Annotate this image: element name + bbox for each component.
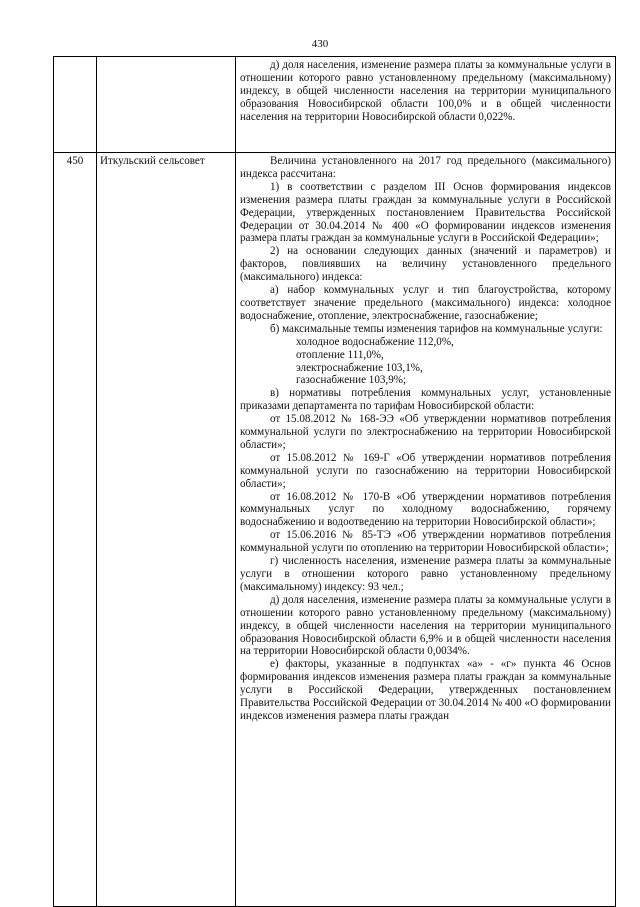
- paragraph: 2) на основании следующих данных (значений и параметров) и факторов, повлиявших на величину установленного предельного (максимального) индекса:: [240, 245, 611, 284]
- paragraph: Величина установленного на 2017 год предельного (максимального) индекса рассчитана:: [240, 155, 611, 180]
- paragraph: д) доля населения, изменение размера платы за коммунальные услуги в отношении которого равно установленному предельному (максимальному) индексу, в общей численности населения на территории муниципального образования Новосибирской области 6,9% и в общей численности населения на территории Новосибирской области 0,0034%.: [240, 593, 611, 658]
- municipality-name-cell: Иткульский сельсовет: [97, 153, 236, 907]
- paragraph: е) факторы, указанные в подпунктах «а» - «г» пункта 46 Основ формирования индексов изменения размера платы граждан за коммунальные услуги в Российской Федерации, утвержденных постановлением Правительства Российской Федерации от 30.04.2014 № 400 «О формировании индексов изменения размера платы граждан: [240, 658, 611, 722]
- document-table: [53, 56, 616, 907]
- paragraph: от 15.08.2012 № 169-Г «Об утверждении нормативов потребления коммунальной услуги по газоснабжению на территории Новосибирской области»;: [240, 451, 611, 490]
- page-number: 430: [311, 38, 329, 50]
- tariff-item: электроснабжение 103,1%,: [296, 361, 423, 374]
- tariff-item: холодное водоснабжение 112,0%,: [296, 335, 454, 348]
- row-number-cell: [54, 57, 97, 153]
- paragraph: от 15.06.2016 № 85-ТЭ «Об утверждении нормативов потребления коммунальной услуги по отоплению на территории Новосибирской области»;: [240, 529, 611, 555]
- paragraph: от 15.08.2012 № 168-ЭЭ «Об утверждении нормативов потребления коммунальной услуги по электроснабжению на территории Новосибирской области»;: [240, 413, 611, 451]
- row-number-cell: 450: [54, 153, 97, 907]
- paragraph: б) максимальные темпы изменения тарифов на коммунальные услуги:: [270, 322, 603, 335]
- paragraph: д) доля населения, изменение размера платы за коммунальные услуги в отношении которого равно установленному предельному (максимальному) индексу, в общей численности населения на территории муниципального образования Новосибирской области 100,0% и в общей численности населения на территории Новосибирской области 0,022%.: [240, 59, 611, 123]
- paragraph: 1) в соответствии с разделом III Основ формирования индексов изменения размера платы граждан за коммунальные услуги в Российской Федерации, утвержденных постановлением Правительства Российской Федерации от 30.04.2014 № 400 «О формировании индексов изменения размера платы граждан за коммунальные услуги в Российской Федерации»;: [240, 180, 611, 245]
- paragraph: в) нормативы потребления коммунальных услуг, установленные приказами департамента по тарифам Новосибирской области:: [240, 387, 611, 413]
- content-cell: [236, 57, 616, 153]
- paragraph: а) набор коммунальных услуг и тип благоустройства, которому соответствует значение предельного (максимального) индекса: холодное водоснабжение, отопление, электроснабжение, газоснабжение;: [240, 284, 611, 322]
- municipality-name-cell: [97, 57, 236, 153]
- paragraph: от 16.08.2012 № 170-В «Об утверждении нормативов потребления коммунальных услуг по холодному водоснабжению, горячему водоснабжению и водоотведению на территории Новосибирской области»;: [240, 490, 611, 529]
- table-row: [54, 153, 616, 907]
- table-row: [54, 57, 616, 153]
- tariff-item: отопление 111,0%,: [296, 348, 384, 361]
- content-cell: [236, 153, 616, 907]
- paragraph: г) численность населения, изменение размера платы за коммунальные услуги в отношении которого равно установленному предельному (максимальному) индексу: 93 чел.;: [240, 555, 611, 593]
- tariff-item: газоснабжение 103,9%;: [296, 374, 407, 387]
